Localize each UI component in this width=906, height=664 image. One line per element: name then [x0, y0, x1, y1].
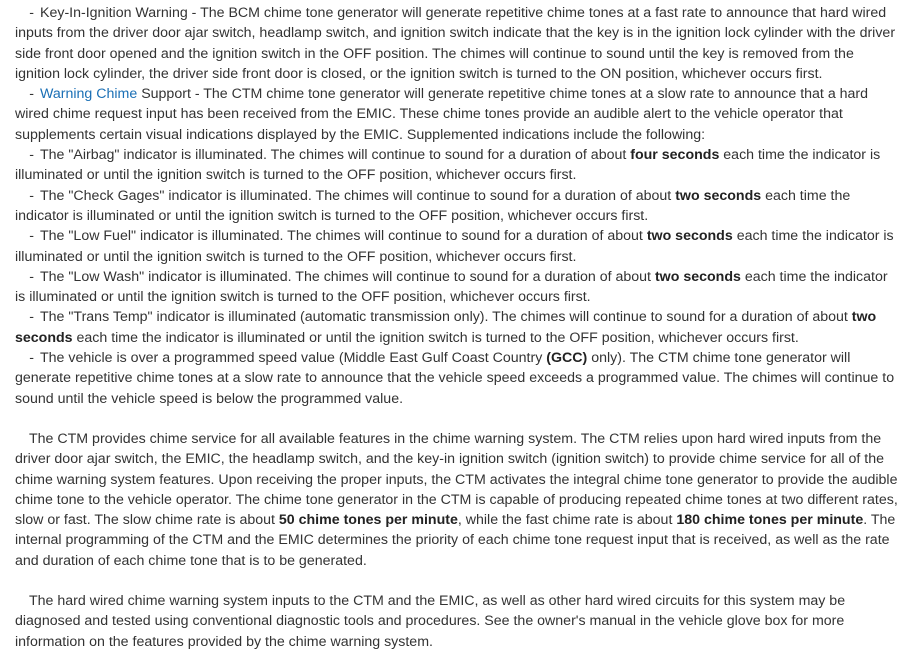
- list-item-warning-chime-support: [15, 84, 900, 145]
- paragraph-diagnosis: [15, 591, 900, 652]
- list-item-text-post: each time the indicator is illuminated or until the ignition switch is turned to the OFF position, whichever occurs first.: [72, 329, 799, 346]
- bullet-dash: -: [29, 5, 34, 21]
- duration-bold: two seconds: [15, 309, 877, 346]
- list-item-text-pre: The "Low Wash" indicator is illuminated. The chimes will continue to sound for a duration of about: [40, 268, 655, 285]
- paragraph-ctm-chime-service: [15, 429, 900, 571]
- duration-bold: two seconds: [675, 187, 762, 204]
- list-item-text-pre: The "Trans Temp" indicator is illuminated (automatic transmission only). The chimes will continue to sound for a duration of about: [40, 309, 852, 326]
- slow-rate-bold: 50 chime tones per minute: [278, 512, 458, 529]
- list-item-low-wash: [15, 267, 900, 308]
- paragraph-text-mid: , while the fast chime rate is about: [457, 512, 677, 529]
- list-item-speed-gcc: [15, 348, 900, 409]
- paragraph-text-post: . The internal programming of the CTM and the EMIC determines the priority of each chime tone request input that is received, as well as the rate and duration of each chime tone that is to be generated.: [15, 512, 896, 569]
- list-item-text-post: each time the indicator is illuminated or until the ignition switch is turned to the OFF position, whichever occurs first.: [15, 228, 894, 265]
- bullet-dash: -: [29, 86, 34, 103]
- paragraph-spacer: [15, 571, 900, 591]
- list-item-key-in-ignition: [15, 3, 900, 84]
- list-item-text: Key-In-Ignition Warning - The BCM chime tone generator will generate repetitive chime tones at a fast rate to announce that hard wired inputs from the driver door ajar switch, headlamp switch, and ignition switch indicate that the key is in the ignition lock cylinder with the driver side front door opened and the ignition switch in the OFF position. The chimes will continue to sound until the key is removed from the ignition lock cylinder, the driver side front door is closed, or the ignition switch is turned to the ON position, whichever occurs first.: [15, 5, 896, 82]
- duration-bold: two seconds: [654, 268, 741, 285]
- list-item-text-pre: The "Airbag" indicator is illuminated. The chimes will continue to sound for a duration of about: [40, 147, 631, 164]
- list-item-check-gages: [15, 186, 900, 227]
- list-item-text-pre: The vehicle is over a programmed speed value (Middle East Gulf Coast Country: [40, 350, 547, 367]
- gcc-bold: (GCC): [546, 350, 588, 367]
- paragraph-spacer: [15, 409, 900, 429]
- bullet-dash: -: [29, 309, 34, 326]
- list-item-text-post: each time the indicator is illuminated or until the ignition switch is turned to the OFF position, whichever occurs first.: [15, 187, 851, 224]
- bullet-dash: -: [29, 187, 34, 204]
- duration-bold: four seconds: [630, 147, 720, 164]
- list-item-low-fuel: [15, 226, 900, 267]
- list-item-text-pre: The "Low Fuel" indicator is illuminated. The chimes will continue to sound for a duration of about: [40, 228, 647, 245]
- bullet-dash: -: [29, 147, 34, 164]
- duration-bold: two seconds: [646, 228, 733, 245]
- list-item-trans-temp: [15, 307, 900, 348]
- bullet-dash: -: [29, 228, 34, 245]
- bullet-dash: -: [29, 350, 34, 367]
- warning-chime-link[interactable]: Warning Chime: [40, 86, 138, 103]
- list-item-text: Support - The CTM chime tone generator will generate repetitive chime tones at a slow rate to announce that a hard wired chime request input has been received from the EMIC. These chime tones provide an audible alert to the vehicle operator that supplements certain visual indications displayed by the EMIC. Supplemented indications include the following:: [15, 86, 869, 143]
- bullet-dash: -: [29, 268, 34, 285]
- paragraph-text-pre: The CTM provides chime service for all available features in the chime warning system. The CTM relies upon hard wired inputs from the driver door ajar switch, the EMIC, the headlamp switch, and the key-in ignition switch (ignition switch) to provide chime service for all of the chime warning system features. Upon receiving the proper inputs, the CTM activates the integral chime tone generator to provide the audible chime tone to the vehicle operator. The chime tone generator in the CTM is capable of producing repeated chime tones at two different rates, slow or fast. The slow chime rate is about: [15, 430, 898, 529]
- list-item-text-post: only). The CTM chime tone generator will generate repetitive chime tones at a slow rate to announce that the vehicle speed exceeds a programmed value. The chimes will continue to sound until the vehicle speed is below the programmed value.: [15, 350, 895, 407]
- list-item-text-pre: The "Check Gages" indicator is illuminated. The chimes will continue to sound for a duration of about: [40, 187, 676, 204]
- list-item-text-post: each time the indicator is illuminated or until the ignition switch is turned to the OFF position, whichever occurs first.: [15, 147, 881, 184]
- list-item-text-post: each time the indicator is illuminated or until the ignition switch is turned to the OFF position, whichever occurs first.: [15, 268, 888, 306]
- fast-rate-bold: 180 chime tones per minute: [676, 512, 864, 529]
- paragraph-text: The hard wired chime warning system inputs to the CTM and the EMIC, as well as other hard wired circuits for this system may be diagnosed and tested using conventional diagnostic tools and procedures. See the owner's manual in the vehicle glove box for more information on the features provided by the chime warning system.: [15, 593, 846, 650]
- list-item-airbag: [15, 145, 900, 186]
